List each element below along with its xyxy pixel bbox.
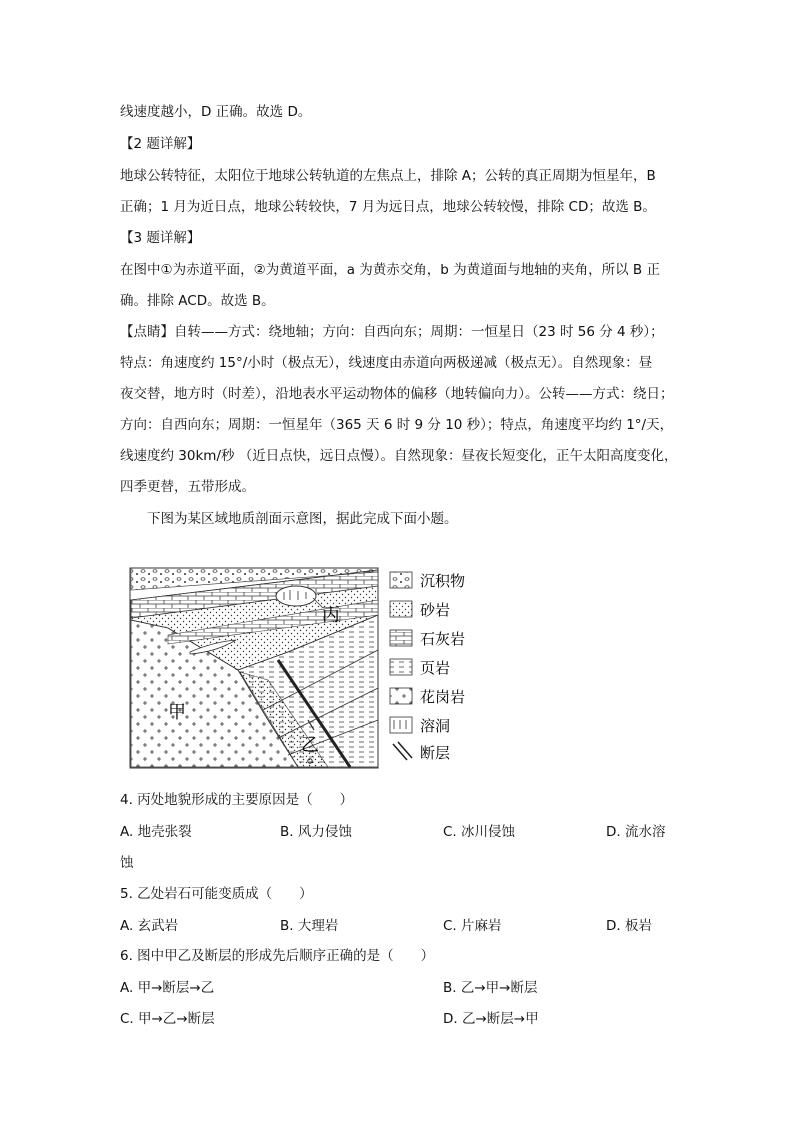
legend-fault-label: 断层	[420, 744, 451, 762]
q6-option-a: A. 甲→断层→乙	[120, 980, 215, 996]
section-heading-3: 【3 题详解】	[120, 230, 201, 246]
dianjing-line: 夜交替，地方时（时差），沿地表水平运动物体的偏移（地转偏向力）。公转——方式：绕日；	[120, 386, 674, 402]
legend-granite-label: 花岗岩	[420, 688, 466, 706]
q5-option-a: A. 玄武岩	[120, 918, 179, 934]
legend-shale-swatch	[390, 659, 412, 675]
legend-sandstone-swatch	[390, 601, 412, 617]
q4-option-b: B. 风力侵蚀	[280, 824, 352, 840]
legend-fault-icon	[393, 742, 412, 760]
geologic-section-diagram	[128, 560, 488, 772]
legend-cave-label: 溶洞	[420, 717, 451, 735]
legend-limestone-swatch	[390, 630, 412, 646]
q4-option-a: A. 地壳张裂	[120, 824, 192, 840]
legend-limestone-label: 石灰岩	[420, 630, 466, 648]
figure-intro: 下图为某区域地质剖面示意图，据此完成下面小题。	[147, 511, 458, 527]
legend-granite-swatch	[390, 688, 412, 704]
q4-option-d-wrap: 蚀	[120, 855, 134, 871]
legend	[390, 572, 465, 762]
section-heading-2: 【2 题详解】	[120, 136, 201, 152]
legend-cave-swatch	[390, 717, 412, 733]
label-bing: 丙	[322, 605, 340, 626]
question-5-stem: 5. 乙处岩石可能变质成（ ）	[120, 886, 313, 902]
q5-option-c: C. 片麻岩	[443, 918, 502, 934]
question-4-stem: 4. 丙处地貌形成的主要原因是（ ）	[120, 792, 354, 808]
dianjing-line: 特点：角速度约 15°/小时（极点无），线速度由赤道向两极递减（极点无）。自然现象：昼	[120, 355, 653, 371]
text-line: 正确；1 月为近日点，地球公转较快，7 月为远日点，地球公转较慢，排除 CD；故选 B。	[120, 199, 656, 215]
label-jia: 甲	[168, 702, 186, 723]
q6-option-b: B. 乙→甲→断层	[443, 980, 538, 996]
dianjing-line: 【点睛】自转——方式：绕地轴；方向：自西向东；周期：一恒星日（23 时 56 分 4 秒）；	[120, 324, 664, 340]
karst-cave	[276, 586, 316, 606]
legend-shale-label: 页岩	[420, 659, 451, 677]
dianjing-line: 方向：自西向东；周期：一恒星年（365 天 6 时 9 分 10 秒）；特点，角速度平均约 1°/天，	[120, 417, 674, 433]
text-line: 在图中①为赤道平面，②为黄道平面，a 为黄赤交角，b 为黄道面与地轴的夹角，所以 B 正	[120, 262, 660, 278]
question-6-stem: 6. 图中甲乙及断层的形成先后顺序正确的是（ ）	[120, 948, 435, 964]
q5-option-d: D. 板岩	[606, 918, 652, 934]
legend-sandstone-label: 砂岩	[420, 601, 451, 619]
q5-option-b: B. 大理岩	[280, 918, 339, 934]
q4-option-c: C. 冰川侵蚀	[443, 824, 516, 840]
dianjing-line: 四季更替，五带形成。	[120, 479, 255, 495]
label-yi: 乙	[301, 735, 319, 756]
dianjing-line: 线速度约 30km/秒 （近日点快，远日点慢）。自然现象：昼夜长短变化，正午太阳高度变化，	[120, 448, 678, 464]
q6-option-c: C. 甲→乙→断层	[120, 1011, 215, 1027]
text-line: 线速度越小，D 正确。故选 D。	[120, 104, 312, 120]
legend-sediment-label: 沉积物	[420, 572, 466, 590]
q4-option-d: D. 流水溶	[606, 824, 666, 840]
text-line: 地球公转特征，太阳位于地球公转轨道的左焦点上，排除 A；公转的真正周期为恒星年，B	[120, 168, 656, 184]
q6-option-d: D. 乙→断层→甲	[443, 1011, 539, 1027]
text-line: 确。排除 ACD。故选 B。	[120, 293, 275, 309]
legend-sediment-swatch	[390, 572, 412, 588]
